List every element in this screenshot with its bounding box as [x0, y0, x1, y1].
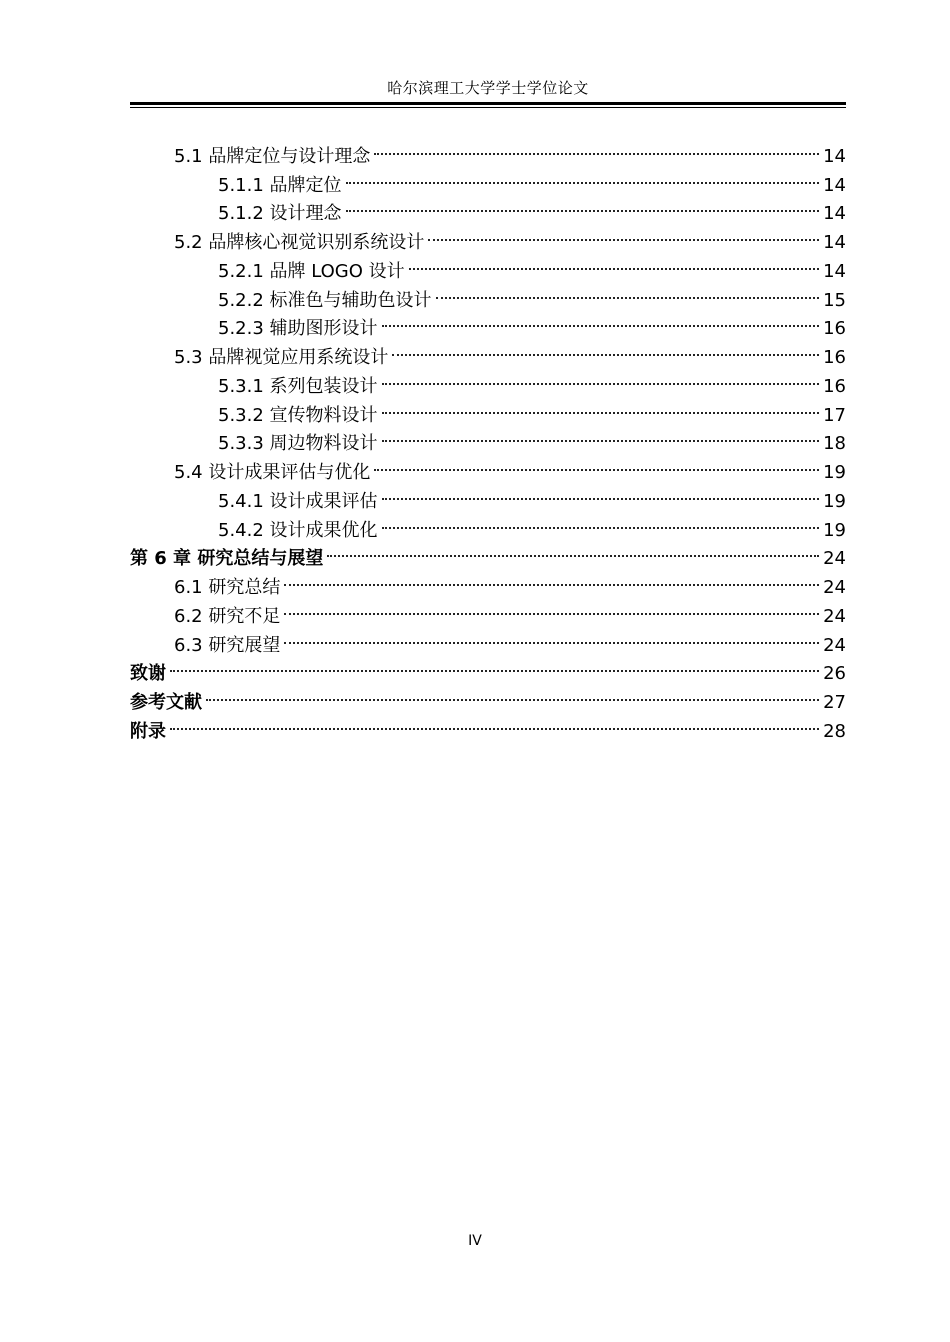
toc-entry[interactable]	[130, 651, 846, 685]
toc-entry-label: 5.2.3 辅助图形设计	[218, 318, 378, 340]
toc-entry-page: 19	[823, 490, 846, 512]
toc-dot-leader	[284, 564, 819, 593]
toc-entry-page: 27	[823, 692, 846, 713]
toc-entry-page: 17	[823, 404, 846, 426]
toc-entry-page: 15	[823, 289, 846, 311]
toc-dot-leader	[382, 507, 820, 536]
toc-entry-page: 14	[823, 203, 846, 225]
toc-dot-leader	[346, 162, 820, 191]
toc-entry-page: 28	[823, 720, 846, 742]
toc-entry-label: 5.1.2 设计理念	[218, 203, 342, 225]
toc-dot-leader	[170, 651, 819, 680]
toc-entry-page: 18	[823, 433, 846, 455]
page-number: IV	[468, 1233, 482, 1249]
toc-dot-leader	[206, 679, 819, 708]
toc-entry[interactable]	[130, 708, 846, 742]
toc-entry-page: 16	[823, 318, 846, 340]
toc-entry-label: 参考文献	[130, 692, 202, 713]
toc-dot-leader	[327, 536, 819, 565]
toc-entry-label: 5.3 品牌视觉应用系统设计	[174, 347, 389, 368]
toc-dot-leader	[284, 622, 819, 651]
toc-entry-label: 致谢	[130, 663, 166, 685]
header-rule-thin	[130, 107, 846, 108]
toc-entry-page: 14	[823, 174, 846, 196]
toc-dot-leader	[382, 392, 820, 421]
toc-entry-page: 19	[823, 462, 846, 483]
toc-entry-label: 5.2.1 品牌 LOGO 设计	[218, 260, 405, 282]
toc-entry-label: 6.2 研究不足	[174, 605, 281, 627]
toc-dot-leader	[382, 478, 820, 507]
toc-dot-leader	[382, 363, 820, 392]
toc-entry-label: 5.2 品牌核心视觉识别系统设计	[174, 232, 425, 253]
toc-entry-label: 6.1 研究总结	[174, 577, 281, 598]
toc-dot-leader	[374, 133, 819, 162]
toc-entry-page: 14	[823, 260, 846, 282]
toc-dot-leader	[170, 708, 819, 737]
header-rule-thick	[130, 102, 846, 105]
toc-entry-label: 5.4 设计成果评估与优化	[174, 462, 371, 483]
toc-entry[interactable]	[130, 133, 846, 167]
toc-dot-leader	[436, 277, 820, 306]
toc-dot-leader	[382, 421, 820, 450]
running-header-title: 哈尔滨理工大学学士学位论文	[387, 79, 589, 97]
toc-entry-page: 24	[823, 548, 846, 570]
toc-dot-leader	[428, 219, 819, 248]
toc-dot-leader	[409, 248, 819, 277]
toc-dot-leader	[374, 449, 819, 478]
toc-entry-label: 5.1 品牌定位与设计理念	[174, 145, 371, 167]
table-of-contents	[130, 133, 846, 742]
toc-entry-page: 14	[823, 232, 846, 253]
toc-dot-leader	[346, 191, 820, 220]
toc-dot-leader	[382, 306, 820, 335]
toc-entry-label: 6.3 研究展望	[174, 634, 281, 656]
toc-entry-label: 5.3.3 周边物料设计	[218, 433, 378, 455]
toc-entry-page: 16	[823, 375, 846, 397]
toc-entry-page: 24	[823, 577, 846, 598]
toc-entry-page: 14	[823, 145, 846, 167]
toc-entry-page: 26	[823, 663, 846, 685]
toc-entry-page: 16	[823, 347, 846, 368]
toc-dot-leader	[284, 593, 819, 622]
toc-entry-label: 5.4.1 设计成果评估	[218, 490, 378, 512]
toc-entry-page: 24	[823, 605, 846, 627]
toc-dot-leader	[392, 334, 819, 363]
toc-entry-page: 24	[823, 634, 846, 656]
toc-entry-label: 第 6 章 研究总结与展望	[130, 548, 324, 570]
toc-entry-label: 5.3.1 系列包装设计	[218, 375, 378, 397]
toc-entry-label: 附录	[130, 720, 166, 742]
toc-entry-label: 5.3.2 宣传物料设计	[218, 404, 378, 426]
toc-entry-label: 5.2.2 标准色与辅助色设计	[218, 289, 432, 311]
toc-entry-page: 19	[823, 519, 846, 541]
toc-entry-label: 5.1.1 品牌定位	[218, 174, 342, 196]
toc-entry-label: 5.4.2 设计成果优化	[218, 519, 378, 541]
toc-entry[interactable]	[130, 679, 846, 713]
